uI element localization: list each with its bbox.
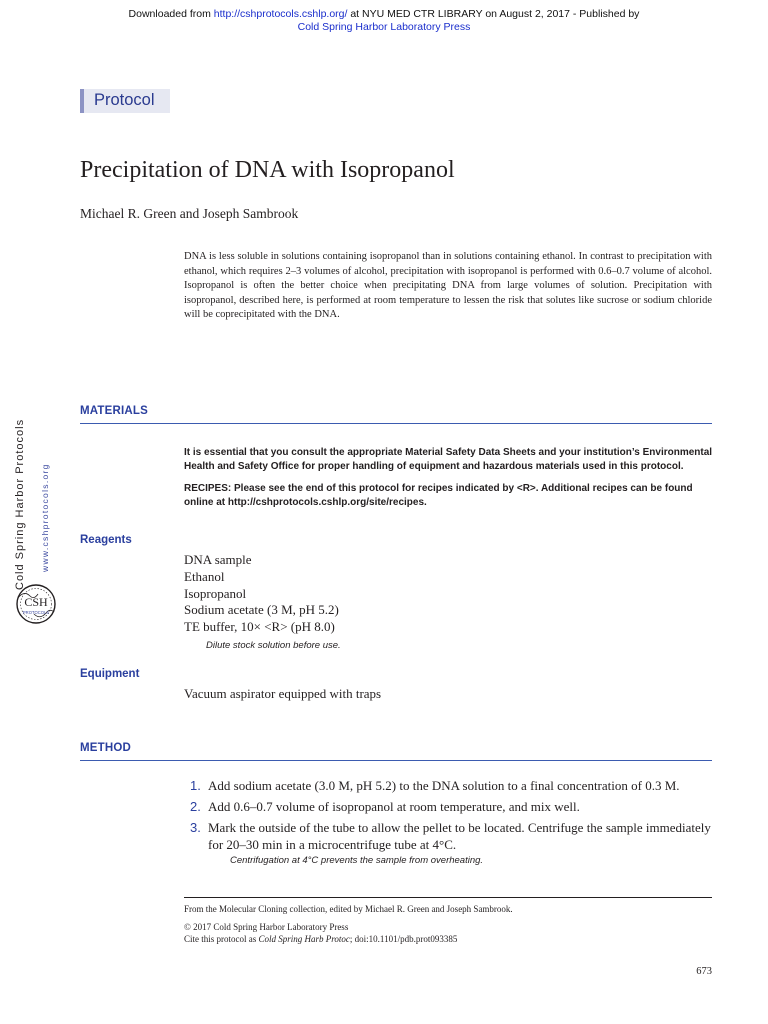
footer-copyright: © 2017 Cold Spring Harbor Laboratory Press (184, 922, 349, 932)
publisher-link[interactable]: Cold Spring Harbor Laboratory Press (297, 21, 471, 33)
citation-journal: Cold Spring Harb Protoc (258, 934, 350, 944)
footer (184, 903, 712, 945)
csh-protocols-logo-icon (12, 580, 60, 628)
footer-rule (184, 897, 712, 898)
materials-heading: MATERIALS (80, 405, 149, 417)
page-number: 673 (696, 966, 712, 977)
list-item: DNA sample (184, 552, 252, 567)
list-item: TE buffer, 10× <R> (pH 8.0) (184, 619, 335, 635)
method-heading: METHOD (80, 742, 132, 754)
page-title: Precipitation of DNA with Isopropanol (80, 157, 455, 183)
method-step-1 (190, 778, 714, 795)
footer-citation: Cite this protocol as Cold Spring Harb Protoc; doi:10.1101/pdb.prot093385 (184, 934, 458, 944)
logo-subtext: PROTOCOLS (22, 610, 50, 615)
step-number: 3. (190, 820, 201, 835)
protocol-tab-label: Protocol (94, 91, 155, 109)
recipes-notice: RECIPES: Please see the end of this protocol for recipes indicated by <R>. Additional recipes can be found online at http://cshprotocols.cshlp.org/site/recipes. (184, 483, 693, 508)
download-banner (0, 8, 768, 34)
reagent-note: Dilute stock solution before use. (206, 640, 341, 651)
step-text: Mark the outside of the tube to allow the pellet to be located. Centrifuge the sample immediately for 20–30 min in a microcentrifuge tube at 4°C. (208, 820, 711, 852)
step-3-note: Centrifugation at 4°C prevents the sample from overheating. (230, 855, 484, 866)
step-number: 1. (190, 778, 201, 793)
step-number: 2. (190, 799, 201, 814)
step-text: Add sodium acetate (3.0 M, pH 5.2) to the DNA solution to a final concentration of 0.3 M. (208, 778, 680, 793)
list-item: Ethanol (184, 568, 225, 584)
equipment-heading: Equipment (80, 668, 140, 680)
logo-text: CSH (24, 595, 48, 609)
list-item: Sodium acetate (3 M, pH 5.2) (184, 602, 339, 618)
authors: Michael R. Green and Joseph Sambrook (80, 206, 299, 221)
method-rule (80, 760, 712, 761)
list-item: Isopropanol (184, 585, 247, 601)
method-step-2 (190, 799, 714, 816)
banner-site-link[interactable]: http://cshprotocols.cshlp.org/ (213, 8, 348, 20)
banner-line-1: Downloaded from http://cshprotocols.cshlp.org/ at NYU MED CTR LIBRARY on August 2, 2017 - Published by (128, 8, 640, 20)
reagents-heading: Reagents (80, 534, 132, 546)
footer-collection: From the Molecular Cloning collection, edited by Michael R. Green and Joseph Sambrook. (184, 904, 513, 914)
abstract: DNA is less soluble in solutions containing isopropanol than in solutions containing ethanol. In contrast to precipitation with ethanol, which requires 2–3 volumes of alcohol, precipitation with isopropanol is performed with 0.6–0.7 volume of alcohol. Isopropanol is often the better choice when precipitating DNA from large volumes of solution. Precipitation with isopropanol, described here, is performed at room temperature to lessen the risk that solutes like sucrose or sodium chloride will be coprecipitated with the DNA. (184, 251, 712, 321)
method-step-3 (190, 820, 714, 854)
safety-notice: It is essential that you consult the appropriate Material Safety Data Sheets and your institution’s Environmental Health and Safety Office for proper handling of equipment and hazardous materials used in this protocol. (184, 447, 713, 472)
reagent-list (184, 552, 339, 636)
materials-rule (80, 423, 712, 424)
side-journal-url[interactable]: www.cshprotocols.org (40, 463, 50, 572)
protocol-tab (80, 89, 170, 113)
protocol-tab-bar (80, 89, 84, 113)
step-text: Add 0.6–0.7 volume of isopropanol at room temperature, and mix well. (208, 799, 580, 814)
equipment-item: Vacuum aspirator equipped with traps (184, 686, 382, 701)
side-journal-name: Cold Spring Harbor Protocols (14, 418, 26, 590)
banner-line-2 (0, 21, 768, 34)
